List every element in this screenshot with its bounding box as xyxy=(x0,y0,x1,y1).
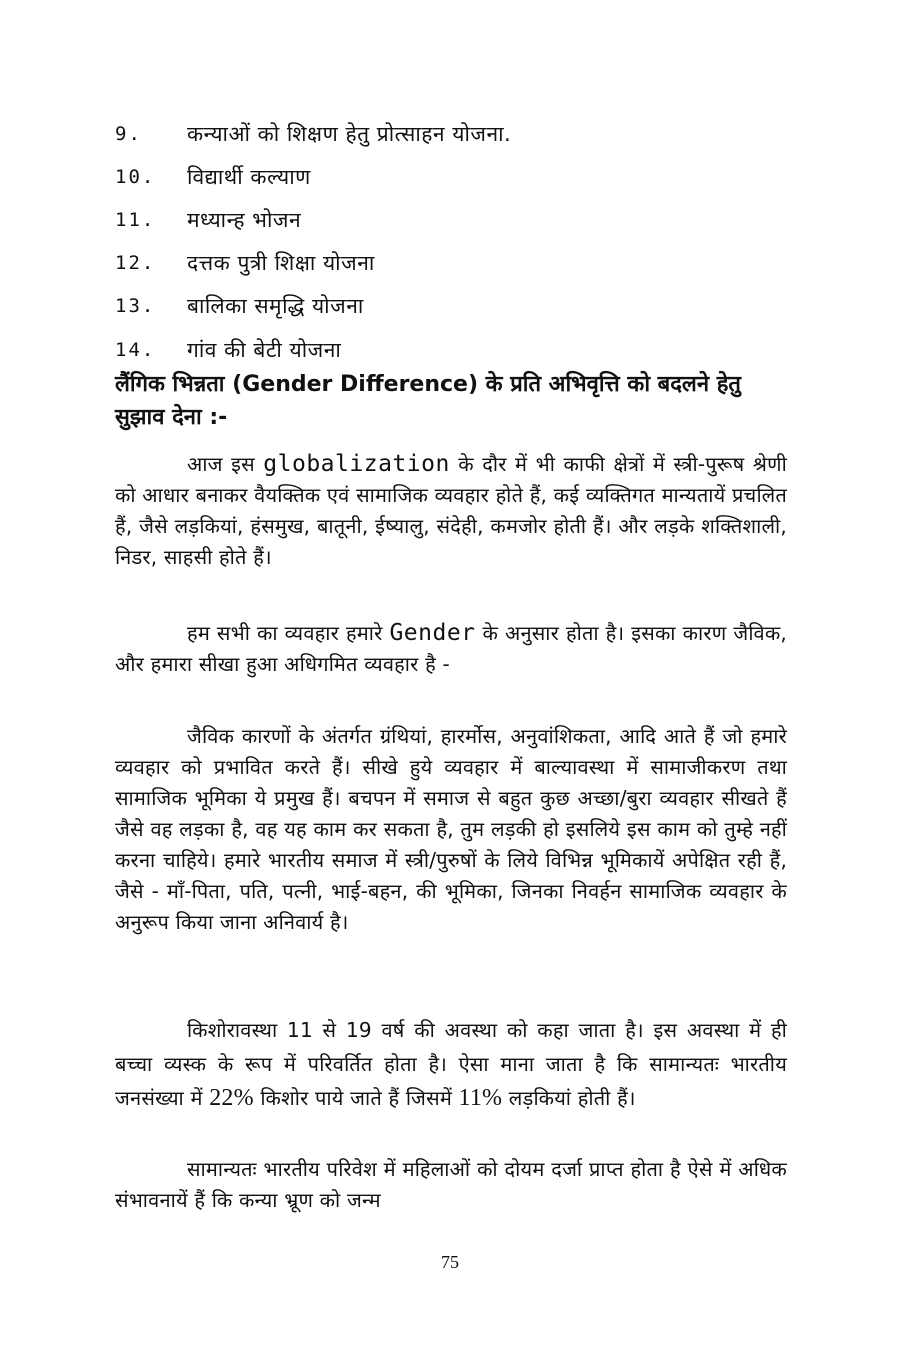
list-item-number: 14. xyxy=(115,338,156,361)
scheme-list xyxy=(115,112,795,371)
paragraph-adolescence xyxy=(115,1013,787,1115)
list-item-number: 13. xyxy=(115,295,156,318)
list-item-text: मध्यान्ह भोजन xyxy=(187,207,302,232)
page-number: 75 xyxy=(441,1252,459,1272)
list-item xyxy=(115,242,795,285)
paragraph-text: लड़कियां होती हैं। xyxy=(502,1086,636,1110)
list-item-number: 12. xyxy=(115,252,156,275)
latin-term: Gender xyxy=(389,620,476,646)
paragraph-text: किशोरावस्था 11 से 19 वर्ष की अवस्था को कहा जाता है। इस अवस्था में ही बच्चा व्यस्क के रूप में परिवर्तित होता है। ऐसा माना जाता है कि सामान्यतः भारतीय जनसंख्या में xyxy=(115,1018,787,1110)
list-item xyxy=(115,328,795,371)
latin-term: globalization xyxy=(263,451,450,477)
list-item-number: 9. xyxy=(115,122,142,145)
paragraph-text: आज इस xyxy=(187,452,264,476)
list-item-text: विद्यार्थी कल्याण xyxy=(187,164,311,189)
paragraph-biological-causes: जैविक कारणों के अंतर्गत ग्रंथियां, हारर्मोस, अनुवांशिकता, आदि आते हैं जो हमारे व्यवहार को प्रभावित करते हैं। सीखे हुये व्यवहार में बाल्यावस्था में सामाजीकरण तथा सामाजिक भूमिका ये प्रमुख हैं। बचपन में समाज से बहुत कुछ अच्छा/बुरा व्यवहार सीखते हैं जैसे वह लड़का है, वह यह काम कर सकता है, तुम लड़की हो इसलिये इस काम को तुम्हे नहीं करना चाहिये। हमारे भारतीय समाज में स्त्री/पुरुषों के लिये विभिन्न भूमिकायें अपेक्षित रही हैं, जैसे - माँ-पिता, पति, पत्नी, भाई-बहन, की भूमिका, जिनका निवर्हन सामाजिक व्यवहार के अनुरूप किया जाना अनिवार्य है। xyxy=(115,724,787,934)
paragraph-gender xyxy=(115,618,787,680)
list-item-number: 10. xyxy=(115,165,156,188)
paragraph-status-of-women: सामान्यतः भारतीय परिवेश में महिलाओं को दोयम दर्जा प्राप्त होता है ऐसे में अधिक संभावनायें हैं कि कन्या भ्रूण को जन्म xyxy=(115,1157,787,1212)
list-item-text: गांव की बेटी योजना xyxy=(187,337,342,362)
list-item xyxy=(115,198,795,241)
paragraph-text: के अनुसार होता है। इसका कारण जैविक, और हमारा सीखा हुआ अधिगमित व्यवहार है - xyxy=(115,621,787,676)
list-item xyxy=(115,155,795,198)
list-item-text: बालिका समृद्धि योजना xyxy=(187,294,364,319)
paragraph-text: हम सभी का व्यवहार हमारे xyxy=(187,621,390,645)
list-item-text: दत्तक पुत्री शिक्षा योजना xyxy=(187,251,375,276)
percent-value: 22% xyxy=(209,1085,254,1111)
percent-value: 11% xyxy=(458,1085,503,1111)
list-item xyxy=(115,112,795,155)
list-item xyxy=(115,285,795,328)
list-item-text: कन्याओं को शिक्षण हेतु प्रोत्साहन योजना. xyxy=(187,121,512,146)
list-item-number: 11. xyxy=(115,208,156,231)
paragraph-text: किशोर पाये जाते हैं जिसमें xyxy=(253,1086,459,1110)
paragraph-text: के दौर में भी काफी क्षेत्रों में स्त्री-पुरूष श्रेणी को आधार बनाकर वैयक्तिक एवं सामाजिक व्यवहार होते हैं, कई व्यक्तिगत मान्यतायें प्रचलित हैं, जैसे लड़कियां, हंसमुख, बातूनी, ईष्यालु, संदेही, कमजोर होती हैं। और लड़के शक्तिशाली, निडर, साहसी होते हैं। xyxy=(115,452,787,569)
paragraph-globalization xyxy=(115,449,787,573)
section-heading: लैंगिक भिन्नता (Gender Difference) के प्रति अभिवृत्ति को बदलने हेतु सुझाव देना :- xyxy=(115,372,741,430)
